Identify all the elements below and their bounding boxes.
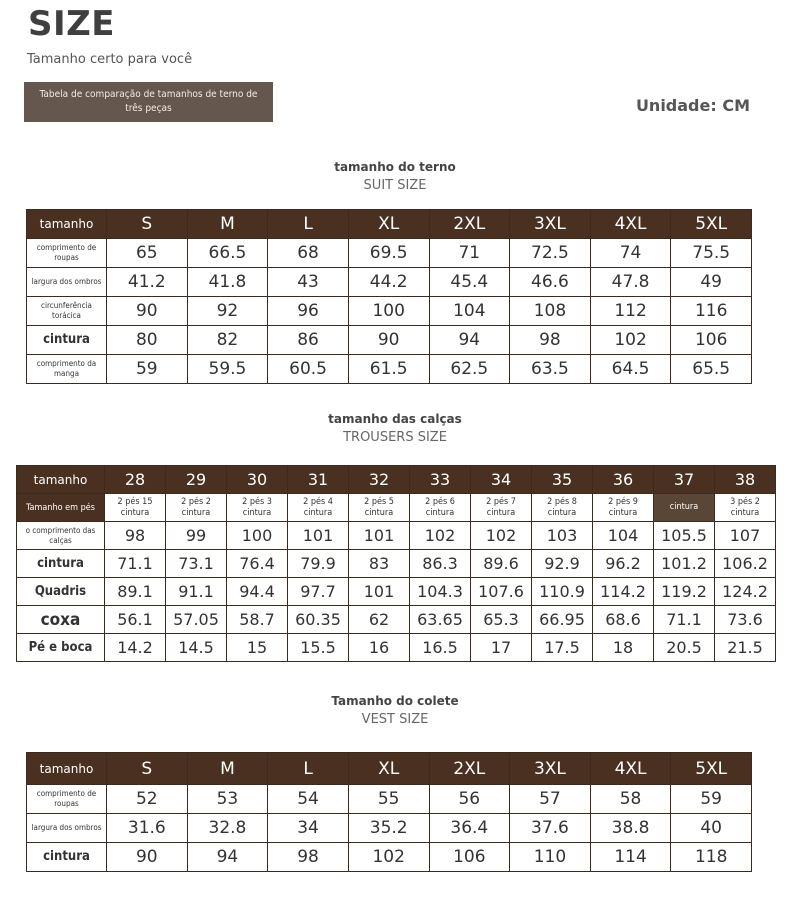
trousers-value-cell: 79.9	[288, 550, 349, 578]
suit-row-label: cintura	[27, 326, 107, 355]
vest-row-label: comprimento de roupas	[27, 785, 107, 814]
vest-value-cell: 35.2	[348, 814, 429, 843]
trousers-value-cell: 65.3	[471, 606, 532, 634]
vest-size-3xl: 3XL	[510, 753, 591, 785]
vest-value-cell: 38.8	[590, 814, 671, 843]
vest-size-xl: XL	[348, 753, 429, 785]
trousers-value-cell: 102	[410, 522, 471, 550]
vest-value-cell: 106	[429, 843, 510, 872]
suit-size-4xl: 4XL	[590, 210, 671, 239]
trousers-value-cell: 106.2	[715, 550, 776, 578]
suit-size-3xl: 3XL	[510, 210, 591, 239]
trousers-value-cell: 60.35	[288, 606, 349, 634]
vest-value-cell: 54	[268, 785, 349, 814]
suit-value-cell: 47.8	[590, 268, 671, 297]
banner-text: Tabela de comparação de tamanhos de terno de três peças	[39, 89, 258, 114]
trousers-value-cell: 66.95	[532, 606, 593, 634]
suit-value-cell: 74	[590, 239, 671, 268]
trousers-value-cell: 91.1	[166, 578, 227, 606]
vest-value-cell: 37.6	[510, 814, 591, 843]
trousers-value-cell: 68.6	[593, 606, 654, 634]
suit-size-table	[26, 209, 752, 384]
vest-value-cell: 32.8	[187, 814, 268, 843]
suit-value-cell: 94	[429, 326, 510, 355]
vest-size-l: L	[268, 753, 349, 785]
trousers-heading	[0, 412, 790, 445]
suit-value-cell: 71	[429, 239, 510, 268]
vest-value-cell: 90	[107, 843, 188, 872]
suit-row-label: largura dos ombros	[27, 268, 107, 297]
trousers-value-cell: 89.6	[471, 550, 532, 578]
suit-row	[27, 326, 752, 355]
trousers-value-cell: 114.2	[593, 578, 654, 606]
suit-value-cell: 62.5	[429, 355, 510, 384]
trousers-value-cell: 16.5	[410, 634, 471, 662]
suit-value-cell: 60.5	[268, 355, 349, 384]
suit-value-cell: 49	[671, 268, 752, 297]
trousers-waist-label: Tamanho em pés	[17, 494, 105, 522]
unit-label: Unidade: CM	[635, 96, 750, 115]
trousers-value-cell: 107.6	[471, 578, 532, 606]
vest-row-label: cintura	[27, 843, 107, 872]
vest-size-s: S	[107, 753, 188, 785]
vest-header-row	[27, 753, 752, 785]
trousers-value-cell: 17	[471, 634, 532, 662]
trousers-value-cell: 17.5	[532, 634, 593, 662]
trousers-value-cell: 96.2	[593, 550, 654, 578]
suit-value-cell: 82	[187, 326, 268, 355]
vest-size-table	[26, 752, 752, 872]
suit-value-cell: 68	[268, 239, 349, 268]
vest-value-cell: 94	[187, 843, 268, 872]
trousers-value-cell: 101	[349, 522, 410, 550]
trousers-value-cell: 99	[166, 522, 227, 550]
trousers-value-cell: 89.1	[105, 578, 166, 606]
trousers-waist-cell: 2 pés 15 cintura	[105, 494, 166, 522]
suit-row-label: circunferência torácica	[27, 297, 107, 326]
trousers-value-cell: 63.65	[410, 606, 471, 634]
trousers-value-cell: 71.1	[654, 606, 715, 634]
chart-banner	[24, 82, 273, 122]
suit-row-label: comprimento da manga	[27, 355, 107, 384]
trousers-value-cell: 97.7	[288, 578, 349, 606]
suit-value-cell: 65.5	[671, 355, 752, 384]
trousers-title-pt: tamanho das calças	[328, 412, 462, 426]
trousers-title-en: TROUSERS SIZE	[343, 430, 447, 445]
trousers-row	[17, 606, 776, 634]
suit-value-cell: 112	[590, 297, 671, 326]
vest-row	[27, 785, 752, 814]
suit-value-cell: 69.5	[348, 239, 429, 268]
vest-value-cell: 98	[268, 843, 349, 872]
suit-row	[27, 297, 752, 326]
trousers-value-cell: 14.5	[166, 634, 227, 662]
trousers-value-cell: 104.3	[410, 578, 471, 606]
suit-value-cell: 64.5	[590, 355, 671, 384]
suit-size-2xl: 2XL	[429, 210, 510, 239]
suit-value-cell: 100	[348, 297, 429, 326]
trousers-waist-row	[17, 494, 776, 522]
suit-value-cell: 104	[429, 297, 510, 326]
suit-heading	[0, 160, 790, 193]
trousers-value-cell: 100	[227, 522, 288, 550]
suit-header-label: tamanho	[27, 210, 107, 239]
suit-value-cell: 90	[348, 326, 429, 355]
vest-value-cell: 58	[590, 785, 671, 814]
vest-size-2xl: 2XL	[429, 753, 510, 785]
vest-header-label: tamanho	[27, 753, 107, 785]
trousers-value-cell: 58.7	[227, 606, 288, 634]
suit-value-cell: 44.2	[348, 268, 429, 297]
trousers-size-37: 37	[654, 466, 715, 494]
trousers-value-cell: 98	[105, 522, 166, 550]
suit-value-cell: 72.5	[510, 239, 591, 268]
trousers-value-cell: 94.4	[227, 578, 288, 606]
trousers-value-cell: 71.1	[105, 550, 166, 578]
trousers-row-label: cintura	[17, 550, 105, 578]
trousers-waist-cell: 2 pés 4 cintura	[288, 494, 349, 522]
suit-value-cell: 116	[671, 297, 752, 326]
page-subtitle: Tamanho certo para você	[27, 52, 193, 67]
vest-heading	[0, 694, 790, 727]
suit-value-cell: 66.5	[187, 239, 268, 268]
trousers-value-cell: 105.5	[654, 522, 715, 550]
vest-value-cell: 56	[429, 785, 510, 814]
vest-size-5xl: 5XL	[671, 753, 752, 785]
suit-row	[27, 239, 752, 268]
trousers-waist-cell: 2 pés 8 cintura	[532, 494, 593, 522]
suit-size-xl: XL	[348, 210, 429, 239]
trousers-header-row	[17, 466, 776, 494]
suit-value-cell: 96	[268, 297, 349, 326]
trousers-value-cell: 20.5	[654, 634, 715, 662]
vest-title-en: VEST SIZE	[361, 712, 429, 727]
suit-size-s: S	[107, 210, 188, 239]
vest-value-cell: 55	[348, 785, 429, 814]
suit-header-row	[27, 210, 752, 239]
vest-size-4xl: 4XL	[590, 753, 671, 785]
suit-value-cell: 41.2	[107, 268, 188, 297]
trousers-waist-cell: 3 pés 2 cintura	[715, 494, 776, 522]
suit-size-l: L	[268, 210, 349, 239]
trousers-size-30: 30	[227, 466, 288, 494]
vest-row-label: largura dos ombros	[27, 814, 107, 843]
suit-value-cell: 41.8	[187, 268, 268, 297]
suit-value-cell: 46.6	[510, 268, 591, 297]
suit-value-cell: 63.5	[510, 355, 591, 384]
trousers-value-cell: 73.6	[715, 606, 776, 634]
trousers-value-cell: 16	[349, 634, 410, 662]
trousers-value-cell: 76.4	[227, 550, 288, 578]
trousers-header-label: tamanho	[17, 466, 105, 494]
trousers-value-cell: 62	[349, 606, 410, 634]
vest-row	[27, 843, 752, 872]
trousers-waist-cell: 2 pés 7 cintura	[471, 494, 532, 522]
trousers-size-table	[16, 465, 776, 662]
vest-value-cell: 110	[510, 843, 591, 872]
vest-title-pt: Tamanho do colete	[331, 694, 459, 708]
trousers-value-cell: 83	[349, 550, 410, 578]
suit-value-cell: 86	[268, 326, 349, 355]
trousers-value-cell: 124.2	[715, 578, 776, 606]
trousers-row-label: o comprimento das calças	[17, 522, 105, 550]
trousers-value-cell: 101	[349, 578, 410, 606]
trousers-waist-cell: 2 pés 3 cintura	[227, 494, 288, 522]
vest-value-cell: 31.6	[107, 814, 188, 843]
trousers-value-cell: 104	[593, 522, 654, 550]
trousers-waist-cell: 2 pés 2 cintura	[166, 494, 227, 522]
trousers-row	[17, 522, 776, 550]
trousers-row	[17, 634, 776, 662]
trousers-value-cell: 110.9	[532, 578, 593, 606]
vest-value-cell: 40	[671, 814, 752, 843]
trousers-value-cell: 21.5	[715, 634, 776, 662]
vest-value-cell: 59	[671, 785, 752, 814]
trousers-size-33: 33	[410, 466, 471, 494]
trousers-size-38: 38	[715, 466, 776, 494]
suit-value-cell: 90	[107, 297, 188, 326]
suit-row	[27, 268, 752, 297]
suit-value-cell: 61.5	[348, 355, 429, 384]
suit-value-cell: 106	[671, 326, 752, 355]
vest-value-cell: 102	[348, 843, 429, 872]
suit-title-pt: tamanho do terno	[334, 160, 456, 174]
suit-title-en: SUIT SIZE	[363, 178, 427, 193]
suit-value-cell: 92	[187, 297, 268, 326]
trousers-waist-cell: cintura	[654, 494, 715, 522]
vest-row	[27, 814, 752, 843]
suit-size-5xl: 5XL	[671, 210, 752, 239]
trousers-value-cell: 86.3	[410, 550, 471, 578]
trousers-size-29: 29	[166, 466, 227, 494]
trousers-value-cell: 103	[532, 522, 593, 550]
suit-value-cell: 43	[268, 268, 349, 297]
trousers-size-34: 34	[471, 466, 532, 494]
vest-value-cell: 118	[671, 843, 752, 872]
trousers-size-28: 28	[105, 466, 166, 494]
vest-value-cell: 57	[510, 785, 591, 814]
trousers-size-35: 35	[532, 466, 593, 494]
vest-value-cell: 53	[187, 785, 268, 814]
suit-value-cell: 102	[590, 326, 671, 355]
suit-row-label: comprimento de roupas	[27, 239, 107, 268]
trousers-value-cell: 107	[715, 522, 776, 550]
trousers-value-cell: 119.2	[654, 578, 715, 606]
suit-value-cell: 45.4	[429, 268, 510, 297]
vest-value-cell: 52	[107, 785, 188, 814]
trousers-value-cell: 15.5	[288, 634, 349, 662]
suit-value-cell: 65	[107, 239, 188, 268]
trousers-value-cell: 102	[471, 522, 532, 550]
trousers-value-cell: 14.2	[105, 634, 166, 662]
suit-value-cell: 59.5	[187, 355, 268, 384]
trousers-value-cell: 92.9	[532, 550, 593, 578]
trousers-value-cell: 101	[288, 522, 349, 550]
suit-value-cell: 108	[510, 297, 591, 326]
trousers-waist-cell: 2 pés 6 cintura	[410, 494, 471, 522]
trousers-value-cell: 56.1	[105, 606, 166, 634]
trousers-row	[17, 550, 776, 578]
trousers-value-cell: 73.1	[166, 550, 227, 578]
trousers-value-cell: 18	[593, 634, 654, 662]
trousers-value-cell: 15	[227, 634, 288, 662]
trousers-row-label: coxa	[17, 606, 105, 634]
suit-value-cell: 80	[107, 326, 188, 355]
trousers-size-36: 36	[593, 466, 654, 494]
trousers-row-label: Pé e boca	[17, 634, 105, 662]
suit-value-cell: 75.5	[671, 239, 752, 268]
trousers-row	[17, 578, 776, 606]
suit-value-cell: 59	[107, 355, 188, 384]
trousers-waist-cell: 2 pés 5 cintura	[349, 494, 410, 522]
trousers-value-cell: 57.05	[166, 606, 227, 634]
trousers-value-cell: 101.2	[654, 550, 715, 578]
trousers-size-32: 32	[349, 466, 410, 494]
trousers-size-31: 31	[288, 466, 349, 494]
vest-size-m: M	[187, 753, 268, 785]
vest-value-cell: 34	[268, 814, 349, 843]
vest-value-cell: 36.4	[429, 814, 510, 843]
trousers-waist-cell: 2 pés 9 cintura	[593, 494, 654, 522]
suit-value-cell: 98	[510, 326, 591, 355]
page-title: SIZE	[28, 4, 116, 44]
trousers-row-label: Quadris	[17, 578, 105, 606]
suit-row	[27, 355, 752, 384]
vest-value-cell: 114	[590, 843, 671, 872]
suit-size-m: M	[187, 210, 268, 239]
